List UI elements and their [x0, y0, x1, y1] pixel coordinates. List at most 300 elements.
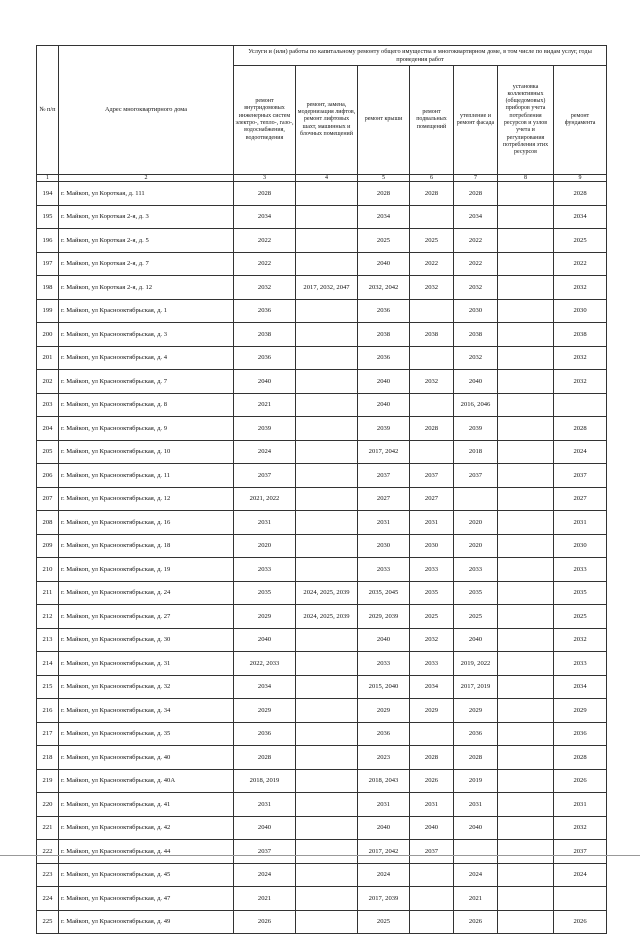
row-year-cell: 2029: [358, 699, 410, 723]
row-number: 215: [37, 675, 59, 699]
row-year-cell: [410, 393, 454, 417]
row-year-cell: 2036: [358, 722, 410, 746]
row-year-cell: [498, 746, 554, 770]
row-year-cell: [296, 816, 358, 840]
row-year-cell: [498, 558, 554, 582]
header-col6: ремонт подвальных помещений: [410, 66, 454, 175]
row-year-cell: 2032, 2042: [358, 276, 410, 300]
row-year-cell: 2031: [358, 793, 410, 817]
row-year-cell: 2038: [358, 323, 410, 347]
row-address: г. Майкоп, ул Краснооктябрьская, д. 32: [59, 675, 234, 699]
row-year-cell: 2036: [554, 722, 607, 746]
row-year-cell: [498, 229, 554, 253]
row-year-cell: 2033: [554, 652, 607, 676]
row-year-cell: [498, 182, 554, 206]
row-year-cell: 2040: [234, 816, 296, 840]
column-numbers-row: [37, 175, 607, 182]
row-year-cell: 2017, 2042: [358, 440, 410, 464]
table-body: [37, 182, 607, 934]
row-year-cell: 2028: [410, 182, 454, 206]
row-year-cell: 2038: [554, 323, 607, 347]
row-year-cell: 2037: [410, 464, 454, 488]
header-address: Адрес многоквартирного дома: [59, 46, 234, 175]
table-row: [37, 840, 607, 864]
row-year-cell: 2030: [554, 299, 607, 323]
row-year-cell: 2029: [234, 699, 296, 723]
row-year-cell: [454, 487, 498, 511]
row-year-cell: 2028: [554, 182, 607, 206]
row-year-cell: 2037: [234, 464, 296, 488]
row-year-cell: 2032: [554, 370, 607, 394]
table-row: [37, 722, 607, 746]
row-year-cell: 2033: [410, 558, 454, 582]
row-address: г. Майкоп, ул Краснооктябрьская, д. 3: [59, 323, 234, 347]
row-number: 204: [37, 417, 59, 441]
row-year-cell: [410, 346, 454, 370]
row-year-cell: [296, 182, 358, 206]
row-year-cell: [296, 769, 358, 793]
table-row: [37, 276, 607, 300]
row-year-cell: 2028: [454, 746, 498, 770]
table-row: [37, 746, 607, 770]
row-number: 201: [37, 346, 59, 370]
row-year-cell: 2038: [454, 323, 498, 347]
row-year-cell: [296, 323, 358, 347]
row-address: г. Майкоп, ул Краснооктябрьская, д. 47: [59, 887, 234, 911]
row-address: г. Майкоп, ул Короткая, д. 111: [59, 182, 234, 206]
row-year-cell: 2024: [454, 863, 498, 887]
row-year-cell: 2038: [410, 323, 454, 347]
row-year-cell: 2020: [454, 511, 498, 535]
row-year-cell: 2032: [410, 628, 454, 652]
row-year-cell: 2024: [234, 440, 296, 464]
row-year-cell: 2032: [410, 276, 454, 300]
table-row: [37, 205, 607, 229]
row-year-cell: 2040: [358, 252, 410, 276]
row-year-cell: 2040: [358, 393, 410, 417]
row-year-cell: 2033: [358, 652, 410, 676]
row-year-cell: [296, 464, 358, 488]
row-number: 199: [37, 299, 59, 323]
row-year-cell: 2022, 2033: [234, 652, 296, 676]
row-year-cell: 2034: [234, 675, 296, 699]
row-year-cell: [410, 887, 454, 911]
column-number: 2: [59, 175, 234, 182]
row-year-cell: [554, 887, 607, 911]
row-address: г. Майкоп, ул Краснооктябрьская, д. 41: [59, 793, 234, 817]
row-address: г. Майкоп, ул Краснооктябрьская, д. 8: [59, 393, 234, 417]
table-row: [37, 652, 607, 676]
row-year-cell: [410, 299, 454, 323]
row-year-cell: [296, 910, 358, 934]
row-year-cell: [296, 252, 358, 276]
column-number: 8: [498, 175, 554, 182]
row-address: г. Майкоп, ул Короткая 2-я, д. 7: [59, 252, 234, 276]
row-year-cell: 2026: [410, 769, 454, 793]
row-year-cell: 2024, 2025, 2039: [296, 581, 358, 605]
row-number: 219: [37, 769, 59, 793]
row-year-cell: 2035: [410, 581, 454, 605]
row-year-cell: 2022: [554, 252, 607, 276]
row-address: г. Майкоп, ул Краснооктябрьская, д. 4: [59, 346, 234, 370]
row-year-cell: [498, 276, 554, 300]
row-year-cell: [296, 346, 358, 370]
row-year-cell: 2028: [554, 417, 607, 441]
row-year-cell: 2027: [410, 487, 454, 511]
row-year-cell: 2034: [410, 675, 454, 699]
table-row: [37, 887, 607, 911]
row-address: г. Майкоп, ул Краснооктябрьская, д. 45: [59, 863, 234, 887]
row-year-cell: [498, 464, 554, 488]
row-year-cell: 2037: [554, 840, 607, 864]
row-address: г. Майкоп, ул Короткая 2-я, д. 12: [59, 276, 234, 300]
row-year-cell: 2040: [454, 628, 498, 652]
header-col3: ремонт внутридомовых инженерных систем электро-, тепло-, газо-, водоснабжения, водоотведения: [234, 66, 296, 175]
row-year-cell: 2017, 2042: [358, 840, 410, 864]
row-address: г. Майкоп, ул Краснооктябрьская, д. 24: [59, 581, 234, 605]
row-number: 216: [37, 699, 59, 723]
row-number: 218: [37, 746, 59, 770]
row-year-cell: [410, 205, 454, 229]
row-year-cell: 2034: [554, 205, 607, 229]
row-year-cell: 2025: [358, 910, 410, 934]
row-year-cell: 2032: [454, 276, 498, 300]
row-year-cell: 2026: [554, 910, 607, 934]
table-row: [37, 793, 607, 817]
capital-repair-table: [36, 45, 607, 934]
row-year-cell: [498, 534, 554, 558]
row-number: 198: [37, 276, 59, 300]
row-year-cell: 2024: [358, 863, 410, 887]
row-number: 197: [37, 252, 59, 276]
table-row: [37, 699, 607, 723]
row-year-cell: [498, 417, 554, 441]
row-year-cell: 2033: [454, 558, 498, 582]
row-address: г. Майкоп, ул Краснооктябрьская, д. 35: [59, 722, 234, 746]
row-year-cell: 2016, 2046: [454, 393, 498, 417]
row-number: 200: [37, 323, 59, 347]
table-row: [37, 299, 607, 323]
row-year-cell: 2036: [358, 346, 410, 370]
row-year-cell: 2033: [358, 558, 410, 582]
row-number: 223: [37, 863, 59, 887]
row-address: г. Майкоп, ул Краснооктябрьская, д. 12: [59, 487, 234, 511]
table-row: [37, 863, 607, 887]
row-year-cell: [296, 487, 358, 511]
row-year-cell: 2018, 2043: [358, 769, 410, 793]
row-year-cell: 2019, 2022: [454, 652, 498, 676]
row-year-cell: 2028: [358, 182, 410, 206]
row-year-cell: 2025: [410, 605, 454, 629]
row-year-cell: 2033: [554, 558, 607, 582]
row-year-cell: 2026: [554, 769, 607, 793]
row-address: г. Майкоп, ул Краснооктябрьская, д. 40: [59, 746, 234, 770]
row-address: г. Майкоп, ул Краснооктябрьская, д. 30: [59, 628, 234, 652]
row-year-cell: 2035: [554, 581, 607, 605]
column-number: 6: [410, 175, 454, 182]
row-year-cell: 2017, 2032, 2047: [296, 276, 358, 300]
row-year-cell: 2021: [454, 887, 498, 911]
row-year-cell: 2039: [234, 417, 296, 441]
row-year-cell: [498, 511, 554, 535]
table-row: [37, 910, 607, 934]
row-number: 202: [37, 370, 59, 394]
table-row: [37, 628, 607, 652]
table-row: [37, 182, 607, 206]
row-year-cell: [498, 440, 554, 464]
header-col7: утепление и ремонт фасада: [454, 66, 498, 175]
row-year-cell: 2025: [410, 229, 454, 253]
row-year-cell: [296, 205, 358, 229]
row-year-cell: [296, 370, 358, 394]
row-year-cell: 2031: [358, 511, 410, 535]
row-year-cell: [498, 652, 554, 676]
row-year-cell: 2036: [234, 299, 296, 323]
row-year-cell: 2031: [410, 793, 454, 817]
row-year-cell: 2022: [234, 252, 296, 276]
row-year-cell: 2030: [454, 299, 498, 323]
row-year-cell: [296, 558, 358, 582]
table-row: [37, 675, 607, 699]
row-year-cell: [498, 628, 554, 652]
table-row: [37, 370, 607, 394]
row-address: г. Майкоп, ул Краснооктябрьская, д. 10: [59, 440, 234, 464]
row-year-cell: [498, 722, 554, 746]
header-num: № п/п: [37, 46, 59, 175]
row-number: 196: [37, 229, 59, 253]
row-year-cell: [296, 534, 358, 558]
row-number: 207: [37, 487, 59, 511]
row-year-cell: 2034: [554, 675, 607, 699]
row-year-cell: 2024: [554, 440, 607, 464]
row-year-cell: 2020: [234, 534, 296, 558]
row-year-cell: 2019: [454, 769, 498, 793]
row-year-cell: 2040: [234, 370, 296, 394]
row-year-cell: 2035: [234, 581, 296, 605]
row-year-cell: [296, 699, 358, 723]
row-year-cell: 2039: [358, 417, 410, 441]
column-number: 9: [554, 175, 607, 182]
row-year-cell: 2031: [234, 511, 296, 535]
row-address: г. Майкоп, ул Краснооктябрьская, д. 44: [59, 840, 234, 864]
row-year-cell: 2040: [234, 628, 296, 652]
row-year-cell: [498, 393, 554, 417]
row-year-cell: [296, 863, 358, 887]
row-address: г. Майкоп, ул Краснооктябрьская, д. 16: [59, 511, 234, 535]
row-year-cell: 2037: [358, 464, 410, 488]
row-year-cell: 2030: [554, 534, 607, 558]
row-year-cell: [296, 840, 358, 864]
row-year-cell: [498, 863, 554, 887]
row-year-cell: 2017, 2039: [358, 887, 410, 911]
row-year-cell: [498, 605, 554, 629]
row-year-cell: 2026: [454, 910, 498, 934]
row-year-cell: 2028: [554, 746, 607, 770]
table-row: [37, 464, 607, 488]
row-year-cell: 2036: [234, 346, 296, 370]
row-year-cell: 2029: [410, 699, 454, 723]
row-year-cell: 2024, 2025, 2039: [296, 605, 358, 629]
row-number: 212: [37, 605, 59, 629]
row-address: г. Майкоп, ул Краснооктябрьская, д. 1: [59, 299, 234, 323]
row-year-cell: [296, 887, 358, 911]
row-year-cell: 2021, 2022: [234, 487, 296, 511]
row-year-cell: 2029, 2039: [358, 605, 410, 629]
row-address: г. Майкоп, ул Краснооктябрьская, д. 7: [59, 370, 234, 394]
row-number: 203: [37, 393, 59, 417]
row-year-cell: 2027: [554, 487, 607, 511]
row-year-cell: [498, 252, 554, 276]
row-year-cell: 2032: [554, 276, 607, 300]
row-year-cell: 2037: [554, 464, 607, 488]
row-year-cell: 2028: [454, 182, 498, 206]
row-year-cell: [498, 487, 554, 511]
row-year-cell: [296, 299, 358, 323]
row-year-cell: 2027: [358, 487, 410, 511]
row-year-cell: 2031: [234, 793, 296, 817]
table-row: [37, 393, 607, 417]
scan-divider: [0, 855, 640, 856]
row-year-cell: [296, 722, 358, 746]
row-year-cell: 2040: [358, 628, 410, 652]
row-year-cell: [498, 205, 554, 229]
column-number: 1: [37, 175, 59, 182]
row-year-cell: 2033: [234, 558, 296, 582]
row-year-cell: 2030: [410, 534, 454, 558]
table-row: [37, 487, 607, 511]
row-year-cell: 2029: [554, 699, 607, 723]
row-number: 210: [37, 558, 59, 582]
row-number: 224: [37, 887, 59, 911]
row-year-cell: 2017, 2019: [454, 675, 498, 699]
row-year-cell: 2033: [410, 652, 454, 676]
row-year-cell: [498, 840, 554, 864]
row-year-cell: 2037: [454, 464, 498, 488]
row-year-cell: 2025: [554, 229, 607, 253]
table-row: [37, 511, 607, 535]
header-col9: ремонт фундамента: [554, 66, 607, 175]
header-col5: ремонт крыши: [358, 66, 410, 175]
table-row: [37, 346, 607, 370]
row-year-cell: [296, 652, 358, 676]
row-address: г. Майкоп, ул Краснооктябрьская, д. 40А: [59, 769, 234, 793]
row-year-cell: 2029: [234, 605, 296, 629]
row-year-cell: [498, 581, 554, 605]
row-year-cell: 2040: [410, 816, 454, 840]
table-row: [37, 534, 607, 558]
row-year-cell: 2015, 2040: [358, 675, 410, 699]
row-year-cell: 2024: [554, 863, 607, 887]
row-year-cell: [410, 910, 454, 934]
row-number: 205: [37, 440, 59, 464]
row-year-cell: [498, 816, 554, 840]
row-year-cell: [296, 511, 358, 535]
row-year-cell: 2024: [234, 863, 296, 887]
row-year-cell: [410, 440, 454, 464]
column-number: 7: [454, 175, 498, 182]
row-year-cell: [498, 910, 554, 934]
row-year-cell: 2031: [554, 511, 607, 535]
row-year-cell: 2032: [554, 816, 607, 840]
row-year-cell: 2031: [454, 793, 498, 817]
row-year-cell: [498, 299, 554, 323]
row-year-cell: 2028: [234, 746, 296, 770]
row-year-cell: 2032: [410, 370, 454, 394]
row-year-cell: [296, 229, 358, 253]
row-year-cell: [498, 675, 554, 699]
row-number: 194: [37, 182, 59, 206]
row-year-cell: 2028: [410, 417, 454, 441]
table-row: [37, 769, 607, 793]
row-year-cell: 2036: [358, 299, 410, 323]
row-year-cell: 2037: [410, 840, 454, 864]
row-year-cell: 2023: [358, 746, 410, 770]
row-year-cell: [296, 793, 358, 817]
row-year-cell: 2040: [454, 816, 498, 840]
row-year-cell: 2018, 2019: [234, 769, 296, 793]
row-number: 214: [37, 652, 59, 676]
row-year-cell: 2028: [410, 746, 454, 770]
row-number: 222: [37, 840, 59, 864]
row-year-cell: [296, 393, 358, 417]
row-year-cell: 2029: [454, 699, 498, 723]
row-year-cell: 2031: [554, 793, 607, 817]
row-year-cell: [410, 863, 454, 887]
row-address: г. Майкоп, ул Краснооктябрьская, д. 49: [59, 910, 234, 934]
row-year-cell: [498, 323, 554, 347]
row-year-cell: 2022: [410, 252, 454, 276]
table-row: [37, 252, 607, 276]
row-year-cell: 2037: [234, 840, 296, 864]
header-col8: установка коллективных (общедомовых) приборов учета потребления ресурсов и узлов учета и регулирования потребления этих ресурсов: [498, 66, 554, 175]
row-year-cell: [296, 628, 358, 652]
row-number: 211: [37, 581, 59, 605]
row-year-cell: 2038: [234, 323, 296, 347]
row-number: 208: [37, 511, 59, 535]
row-year-cell: 2040: [454, 370, 498, 394]
table-row: [37, 323, 607, 347]
row-number: 217: [37, 722, 59, 746]
row-year-cell: 2032: [554, 346, 607, 370]
row-year-cell: [296, 417, 358, 441]
row-year-cell: 2035, 2045: [358, 581, 410, 605]
table-row: [37, 417, 607, 441]
row-year-cell: 2028: [234, 182, 296, 206]
row-year-cell: [498, 887, 554, 911]
row-number: 213: [37, 628, 59, 652]
row-year-cell: 2031: [410, 511, 454, 535]
row-address: г. Майкоп, ул Краснооктябрьская, д. 27: [59, 605, 234, 629]
row-number: 209: [37, 534, 59, 558]
table-row: [37, 605, 607, 629]
table-row: [37, 816, 607, 840]
row-number: 221: [37, 816, 59, 840]
row-year-cell: 2022: [454, 229, 498, 253]
row-year-cell: [410, 722, 454, 746]
row-year-cell: 2025: [554, 605, 607, 629]
row-year-cell: [498, 769, 554, 793]
row-year-cell: [498, 699, 554, 723]
row-number: 220: [37, 793, 59, 817]
row-address: г. Майкоп, ул Короткая 2-я, д. 3: [59, 205, 234, 229]
row-number: 225: [37, 910, 59, 934]
row-year-cell: [554, 393, 607, 417]
row-year-cell: 2032: [234, 276, 296, 300]
row-number: 195: [37, 205, 59, 229]
row-year-cell: 2032: [454, 346, 498, 370]
row-year-cell: 2034: [234, 205, 296, 229]
row-year-cell: 2018: [454, 440, 498, 464]
